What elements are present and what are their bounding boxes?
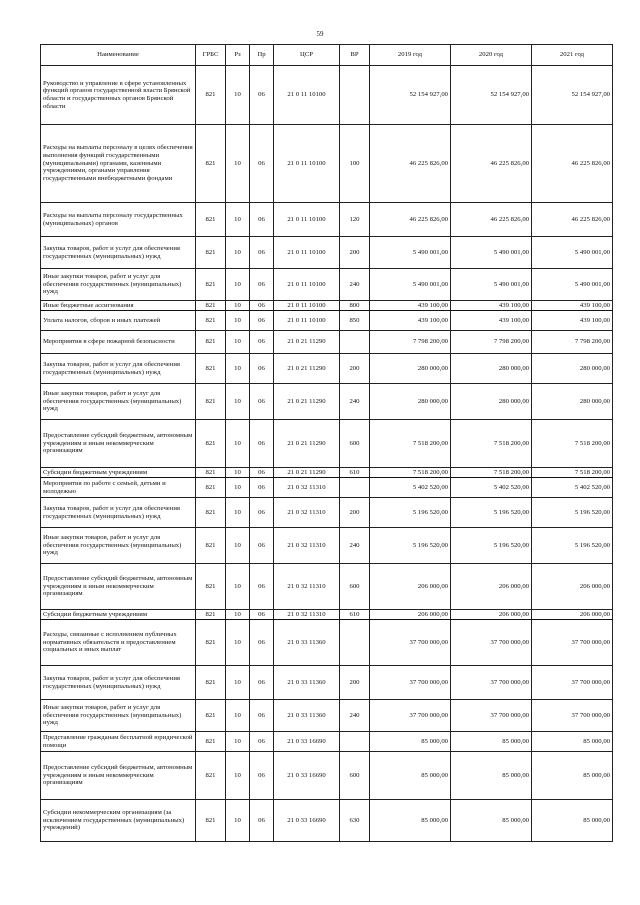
cell-2021: 206 000,00 (532, 610, 613, 620)
cell-2021: 46 225 826,00 (532, 125, 613, 203)
cell-name: Закупка товаров, работ и услуг для обеспечения государственных (муниципальных) нужд (41, 237, 196, 269)
cell-rz: 10 (226, 498, 250, 528)
cell-csr: 21 0 21 11290 (274, 354, 340, 384)
cell-rz: 10 (226, 700, 250, 732)
cell-pr: 06 (250, 752, 274, 800)
cell-name: Мероприятия по работе с семьей, детьми и молодежью (41, 478, 196, 498)
cell-2020: 5 490 001,00 (451, 237, 532, 269)
cell-pr: 06 (250, 800, 274, 842)
cell-2021: 37 700 000,00 (532, 620, 613, 666)
table-row (41, 498, 613, 528)
table-row (41, 700, 613, 732)
cell-pr: 06 (250, 498, 274, 528)
cell-2019: 280 000,00 (370, 384, 451, 420)
cell-csr: 21 0 33 16690 (274, 732, 340, 752)
cell-vr (340, 66, 370, 125)
cell-vr: 800 (340, 301, 370, 311)
cell-pr: 06 (250, 354, 274, 384)
cell-2019: 46 225 826,00 (370, 125, 451, 203)
cell-rz: 10 (226, 125, 250, 203)
cell-name: Иные закупки товаров, работ и услуг для обеспечения государственных (муниципальных) нужд (41, 700, 196, 732)
cell-vr (340, 478, 370, 498)
cell-2019: 37 700 000,00 (370, 700, 451, 732)
cell-2019: 52 154 927,00 (370, 66, 451, 125)
cell-name: Субсидии бюджетным учреждениям (41, 468, 196, 478)
cell-grbs: 821 (196, 237, 226, 269)
cell-rz: 10 (226, 478, 250, 498)
cell-grbs: 821 (196, 311, 226, 331)
table-row (41, 666, 613, 700)
table-row (41, 752, 613, 800)
cell-csr: 21 0 33 11360 (274, 666, 340, 700)
cell-name: Субсидии бюджетным учреждениям (41, 610, 196, 620)
cell-2020: 37 700 000,00 (451, 620, 532, 666)
cell-name: Расходы, связанные с исполнением публичных нормативных обязательств и предоставлением социальных и иных выплат (41, 620, 196, 666)
cell-pr: 06 (250, 384, 274, 420)
header-rz: Рз (226, 45, 250, 66)
cell-pr: 06 (250, 732, 274, 752)
cell-rz: 10 (226, 301, 250, 311)
cell-2021: 37 700 000,00 (532, 700, 613, 732)
cell-2019: 206 000,00 (370, 564, 451, 610)
cell-grbs: 821 (196, 331, 226, 354)
cell-2019: 37 700 000,00 (370, 620, 451, 666)
cell-csr: 21 0 32 11310 (274, 478, 340, 498)
cell-2021: 5 196 520,00 (532, 528, 613, 564)
cell-2020: 85 000,00 (451, 800, 532, 842)
cell-2019: 5 402 520,00 (370, 478, 451, 498)
cell-2019: 46 225 826,00 (370, 203, 451, 237)
cell-vr: 610 (340, 610, 370, 620)
cell-2021: 5 196 520,00 (532, 498, 613, 528)
header-csr: ЦСР (274, 45, 340, 66)
cell-csr: 21 0 11 10100 (274, 301, 340, 311)
cell-vr: 200 (340, 666, 370, 700)
cell-pr: 06 (250, 620, 274, 666)
cell-grbs: 821 (196, 66, 226, 125)
cell-pr: 06 (250, 468, 274, 478)
cell-name: Уплата налогов, сборов и иных платежей (41, 311, 196, 331)
page-number: 59 (316, 30, 324, 38)
cell-rz: 10 (226, 354, 250, 384)
cell-2020: 5 402 520,00 (451, 478, 532, 498)
cell-grbs: 821 (196, 125, 226, 203)
cell-grbs: 821 (196, 620, 226, 666)
cell-pr: 06 (250, 528, 274, 564)
cell-2020: 7 518 200,00 (451, 468, 532, 478)
cell-name: Расходы на выплаты персоналу в целях обеспечения выполнения функций государственными (муниципальными) органами, казенными учреждениями, органами управления государственными внебюджетными фондами (41, 125, 196, 203)
cell-name: Закупка товаров, работ и услуг для обеспечения государственных (муниципальных) нужд (41, 354, 196, 384)
cell-name: Иные закупки товаров, работ и услуг для обеспечения государственных (муниципальных) нужд (41, 269, 196, 301)
cell-rz: 10 (226, 610, 250, 620)
cell-grbs: 821 (196, 564, 226, 610)
cell-2021: 439 100,00 (532, 311, 613, 331)
cell-vr (340, 620, 370, 666)
cell-pr: 06 (250, 478, 274, 498)
cell-2021: 5 490 001,00 (532, 269, 613, 301)
cell-2020: 5 490 001,00 (451, 269, 532, 301)
cell-vr: 120 (340, 203, 370, 237)
cell-2019: 439 100,00 (370, 311, 451, 331)
table-row (41, 354, 613, 384)
cell-2021: 85 000,00 (532, 752, 613, 800)
cell-name: Иные бюджетные ассигнования (41, 301, 196, 311)
cell-grbs: 821 (196, 498, 226, 528)
table-row (41, 269, 613, 301)
cell-vr: 850 (340, 311, 370, 331)
cell-pr: 06 (250, 203, 274, 237)
cell-vr (340, 732, 370, 752)
cell-vr: 200 (340, 237, 370, 269)
cell-2020: 439 100,00 (451, 301, 532, 311)
cell-pr: 06 (250, 269, 274, 301)
cell-name: Закупка товаров, работ и услуг для обеспечения государственных (муниципальных) нужд (41, 666, 196, 700)
table-row (41, 732, 613, 752)
cell-2021: 46 225 826,00 (532, 203, 613, 237)
cell-grbs: 821 (196, 752, 226, 800)
cell-grbs: 821 (196, 666, 226, 700)
cell-vr: 610 (340, 468, 370, 478)
table-row (41, 420, 613, 468)
cell-2019: 5 490 001,00 (370, 237, 451, 269)
cell-grbs: 821 (196, 800, 226, 842)
cell-grbs: 821 (196, 384, 226, 420)
cell-2021: 85 000,00 (532, 800, 613, 842)
cell-2020: 206 000,00 (451, 610, 532, 620)
cell-2019: 7 798 200,00 (370, 331, 451, 354)
table-row (41, 125, 613, 203)
cell-csr: 21 0 32 11310 (274, 564, 340, 610)
table-row (41, 564, 613, 610)
cell-grbs: 821 (196, 528, 226, 564)
header-name: Наименование (41, 45, 196, 66)
table-row (41, 66, 613, 125)
cell-name: Представление гражданам бесплатной юридической помощи (41, 732, 196, 752)
cell-vr: 240 (340, 384, 370, 420)
cell-rz: 10 (226, 752, 250, 800)
cell-csr: 21 0 32 11310 (274, 610, 340, 620)
cell-2021: 7 798 200,00 (532, 331, 613, 354)
cell-csr: 21 0 21 11290 (274, 331, 340, 354)
cell-2019: 439 100,00 (370, 301, 451, 311)
cell-vr: 240 (340, 269, 370, 301)
table-row (41, 478, 613, 498)
cell-grbs: 821 (196, 732, 226, 752)
cell-2019: 85 000,00 (370, 752, 451, 800)
cell-rz: 10 (226, 564, 250, 610)
cell-name: Закупка товаров, работ и услуг для обеспечения государственных (муниципальных) нужд (41, 498, 196, 528)
cell-rz: 10 (226, 800, 250, 842)
cell-2021: 280 000,00 (532, 354, 613, 384)
cell-2019: 5 490 001,00 (370, 269, 451, 301)
cell-rz: 10 (226, 732, 250, 752)
cell-vr: 240 (340, 528, 370, 564)
table-row (41, 331, 613, 354)
cell-2021: 37 700 000,00 (532, 666, 613, 700)
cell-grbs: 821 (196, 269, 226, 301)
cell-pr: 06 (250, 666, 274, 700)
cell-2021: 7 518 200,00 (532, 420, 613, 468)
cell-2019: 37 700 000,00 (370, 666, 451, 700)
cell-name: Мероприятия в сфере пожарной безопасности (41, 331, 196, 354)
cell-csr: 21 0 33 16690 (274, 752, 340, 800)
cell-2021: 85 000,00 (532, 732, 613, 752)
cell-grbs: 821 (196, 468, 226, 478)
cell-csr: 21 0 21 11290 (274, 420, 340, 468)
cell-vr: 200 (340, 498, 370, 528)
cell-name: Предоставление субсидий бюджетным, автономным учреждениям и иным некоммерческим организациям (41, 420, 196, 468)
cell-rz: 10 (226, 420, 250, 468)
cell-2019: 5 196 520,00 (370, 528, 451, 564)
cell-csr: 21 0 11 10100 (274, 237, 340, 269)
cell-pr: 06 (250, 610, 274, 620)
cell-rz: 10 (226, 269, 250, 301)
cell-csr: 21 0 33 11360 (274, 700, 340, 732)
table-row (41, 301, 613, 311)
cell-rz: 10 (226, 237, 250, 269)
cell-csr: 21 0 33 11360 (274, 620, 340, 666)
cell-grbs: 821 (196, 420, 226, 468)
cell-csr: 21 0 11 10100 (274, 125, 340, 203)
header-grbs: ГРБС (196, 45, 226, 66)
cell-csr: 21 0 32 11310 (274, 498, 340, 528)
cell-pr: 06 (250, 311, 274, 331)
cell-2020: 46 225 826,00 (451, 125, 532, 203)
cell-2021: 280 000,00 (532, 384, 613, 420)
cell-pr: 06 (250, 237, 274, 269)
cell-csr: 21 0 32 11310 (274, 528, 340, 564)
table-row (41, 384, 613, 420)
cell-2019: 7 518 200,00 (370, 420, 451, 468)
cell-name: Расходы на выплаты персоналу государственных (муниципальных) органов (41, 203, 196, 237)
cell-2020: 37 700 000,00 (451, 666, 532, 700)
header-pr: Пр (250, 45, 274, 66)
cell-grbs: 821 (196, 610, 226, 620)
cell-rz: 10 (226, 311, 250, 331)
cell-rz: 10 (226, 528, 250, 564)
table-row (41, 528, 613, 564)
cell-csr: 21 0 11 10100 (274, 203, 340, 237)
cell-2019: 5 196 520,00 (370, 498, 451, 528)
cell-pr: 06 (250, 301, 274, 311)
cell-rz: 10 (226, 468, 250, 478)
header-2019: 2019 год (370, 45, 451, 66)
table-row (41, 468, 613, 478)
cell-pr: 06 (250, 564, 274, 610)
cell-2020: 7 798 200,00 (451, 331, 532, 354)
cell-name: Руководство и управление в сфере установленных функций органов государственной власти Брянской области и государственных органов Брянской области (41, 66, 196, 125)
cell-name: Предоставление субсидий бюджетным, автономным учреждениям и иным некоммерческим организациям (41, 752, 196, 800)
cell-2021: 7 518 200,00 (532, 468, 613, 478)
cell-2020: 280 000,00 (451, 384, 532, 420)
header-2021: 2021 год (532, 45, 613, 66)
cell-vr (340, 331, 370, 354)
cell-csr: 21 0 21 11290 (274, 468, 340, 478)
table-row (41, 203, 613, 237)
cell-2020: 7 518 200,00 (451, 420, 532, 468)
cell-vr: 600 (340, 420, 370, 468)
cell-rz: 10 (226, 331, 250, 354)
cell-vr: 600 (340, 564, 370, 610)
table-body (41, 66, 613, 842)
cell-2021: 5 402 520,00 (532, 478, 613, 498)
cell-grbs: 821 (196, 354, 226, 384)
cell-2021: 206 000,00 (532, 564, 613, 610)
cell-csr: 21 0 33 16690 (274, 800, 340, 842)
table-row (41, 620, 613, 666)
cell-2020: 52 154 927,00 (451, 66, 532, 125)
cell-name: Иные закупки товаров, работ и услуг для обеспечения государственных (муниципальных) нужд (41, 384, 196, 420)
cell-pr: 06 (250, 66, 274, 125)
cell-rz: 10 (226, 384, 250, 420)
cell-vr: 600 (340, 752, 370, 800)
cell-vr: 200 (340, 354, 370, 384)
cell-name: Предоставление субсидий бюджетным, автономным учреждениям и иным некоммерческим организациям (41, 564, 196, 610)
header-2020: 2020 год (451, 45, 532, 66)
cell-2020: 5 196 520,00 (451, 498, 532, 528)
cell-2020: 85 000,00 (451, 732, 532, 752)
table-header-row (41, 45, 613, 66)
cell-2020: 85 000,00 (451, 752, 532, 800)
cell-grbs: 821 (196, 203, 226, 237)
cell-2019: 85 000,00 (370, 800, 451, 842)
cell-2021: 5 490 001,00 (532, 237, 613, 269)
cell-2019: 85 000,00 (370, 732, 451, 752)
cell-pr: 06 (250, 331, 274, 354)
cell-name: Иные закупки товаров, работ и услуг для обеспечения государственных (муниципальных) нужд (41, 528, 196, 564)
cell-2019: 206 000,00 (370, 610, 451, 620)
table-row (41, 610, 613, 620)
cell-2020: 46 225 826,00 (451, 203, 532, 237)
header-vr: ВР (340, 45, 370, 66)
cell-grbs: 821 (196, 478, 226, 498)
table-row (41, 800, 613, 842)
budget-table (40, 44, 613, 842)
cell-csr: 21 0 21 11290 (274, 384, 340, 420)
cell-name: Субсидии некоммерческим организациям (за исключением государственных (муниципальных) учреждений) (41, 800, 196, 842)
cell-pr: 06 (250, 125, 274, 203)
cell-2020: 439 100,00 (451, 311, 532, 331)
cell-csr: 21 0 11 10100 (274, 66, 340, 125)
cell-2020: 280 000,00 (451, 354, 532, 384)
cell-2021: 52 154 927,00 (532, 66, 613, 125)
cell-csr: 21 0 11 10100 (274, 269, 340, 301)
cell-2019: 7 518 200,00 (370, 468, 451, 478)
cell-vr: 240 (340, 700, 370, 732)
cell-rz: 10 (226, 66, 250, 125)
cell-vr: 100 (340, 125, 370, 203)
cell-rz: 10 (226, 666, 250, 700)
cell-2019: 280 000,00 (370, 354, 451, 384)
table-row (41, 237, 613, 269)
cell-2020: 37 700 000,00 (451, 700, 532, 732)
cell-grbs: 821 (196, 700, 226, 732)
cell-2020: 5 196 520,00 (451, 528, 532, 564)
cell-vr: 630 (340, 800, 370, 842)
cell-rz: 10 (226, 620, 250, 666)
cell-pr: 06 (250, 700, 274, 732)
cell-2020: 206 000,00 (451, 564, 532, 610)
cell-rz: 10 (226, 203, 250, 237)
cell-csr: 21 0 11 10100 (274, 311, 340, 331)
cell-pr: 06 (250, 420, 274, 468)
cell-grbs: 821 (196, 301, 226, 311)
cell-2021: 439 100,00 (532, 301, 613, 311)
table-row (41, 311, 613, 331)
